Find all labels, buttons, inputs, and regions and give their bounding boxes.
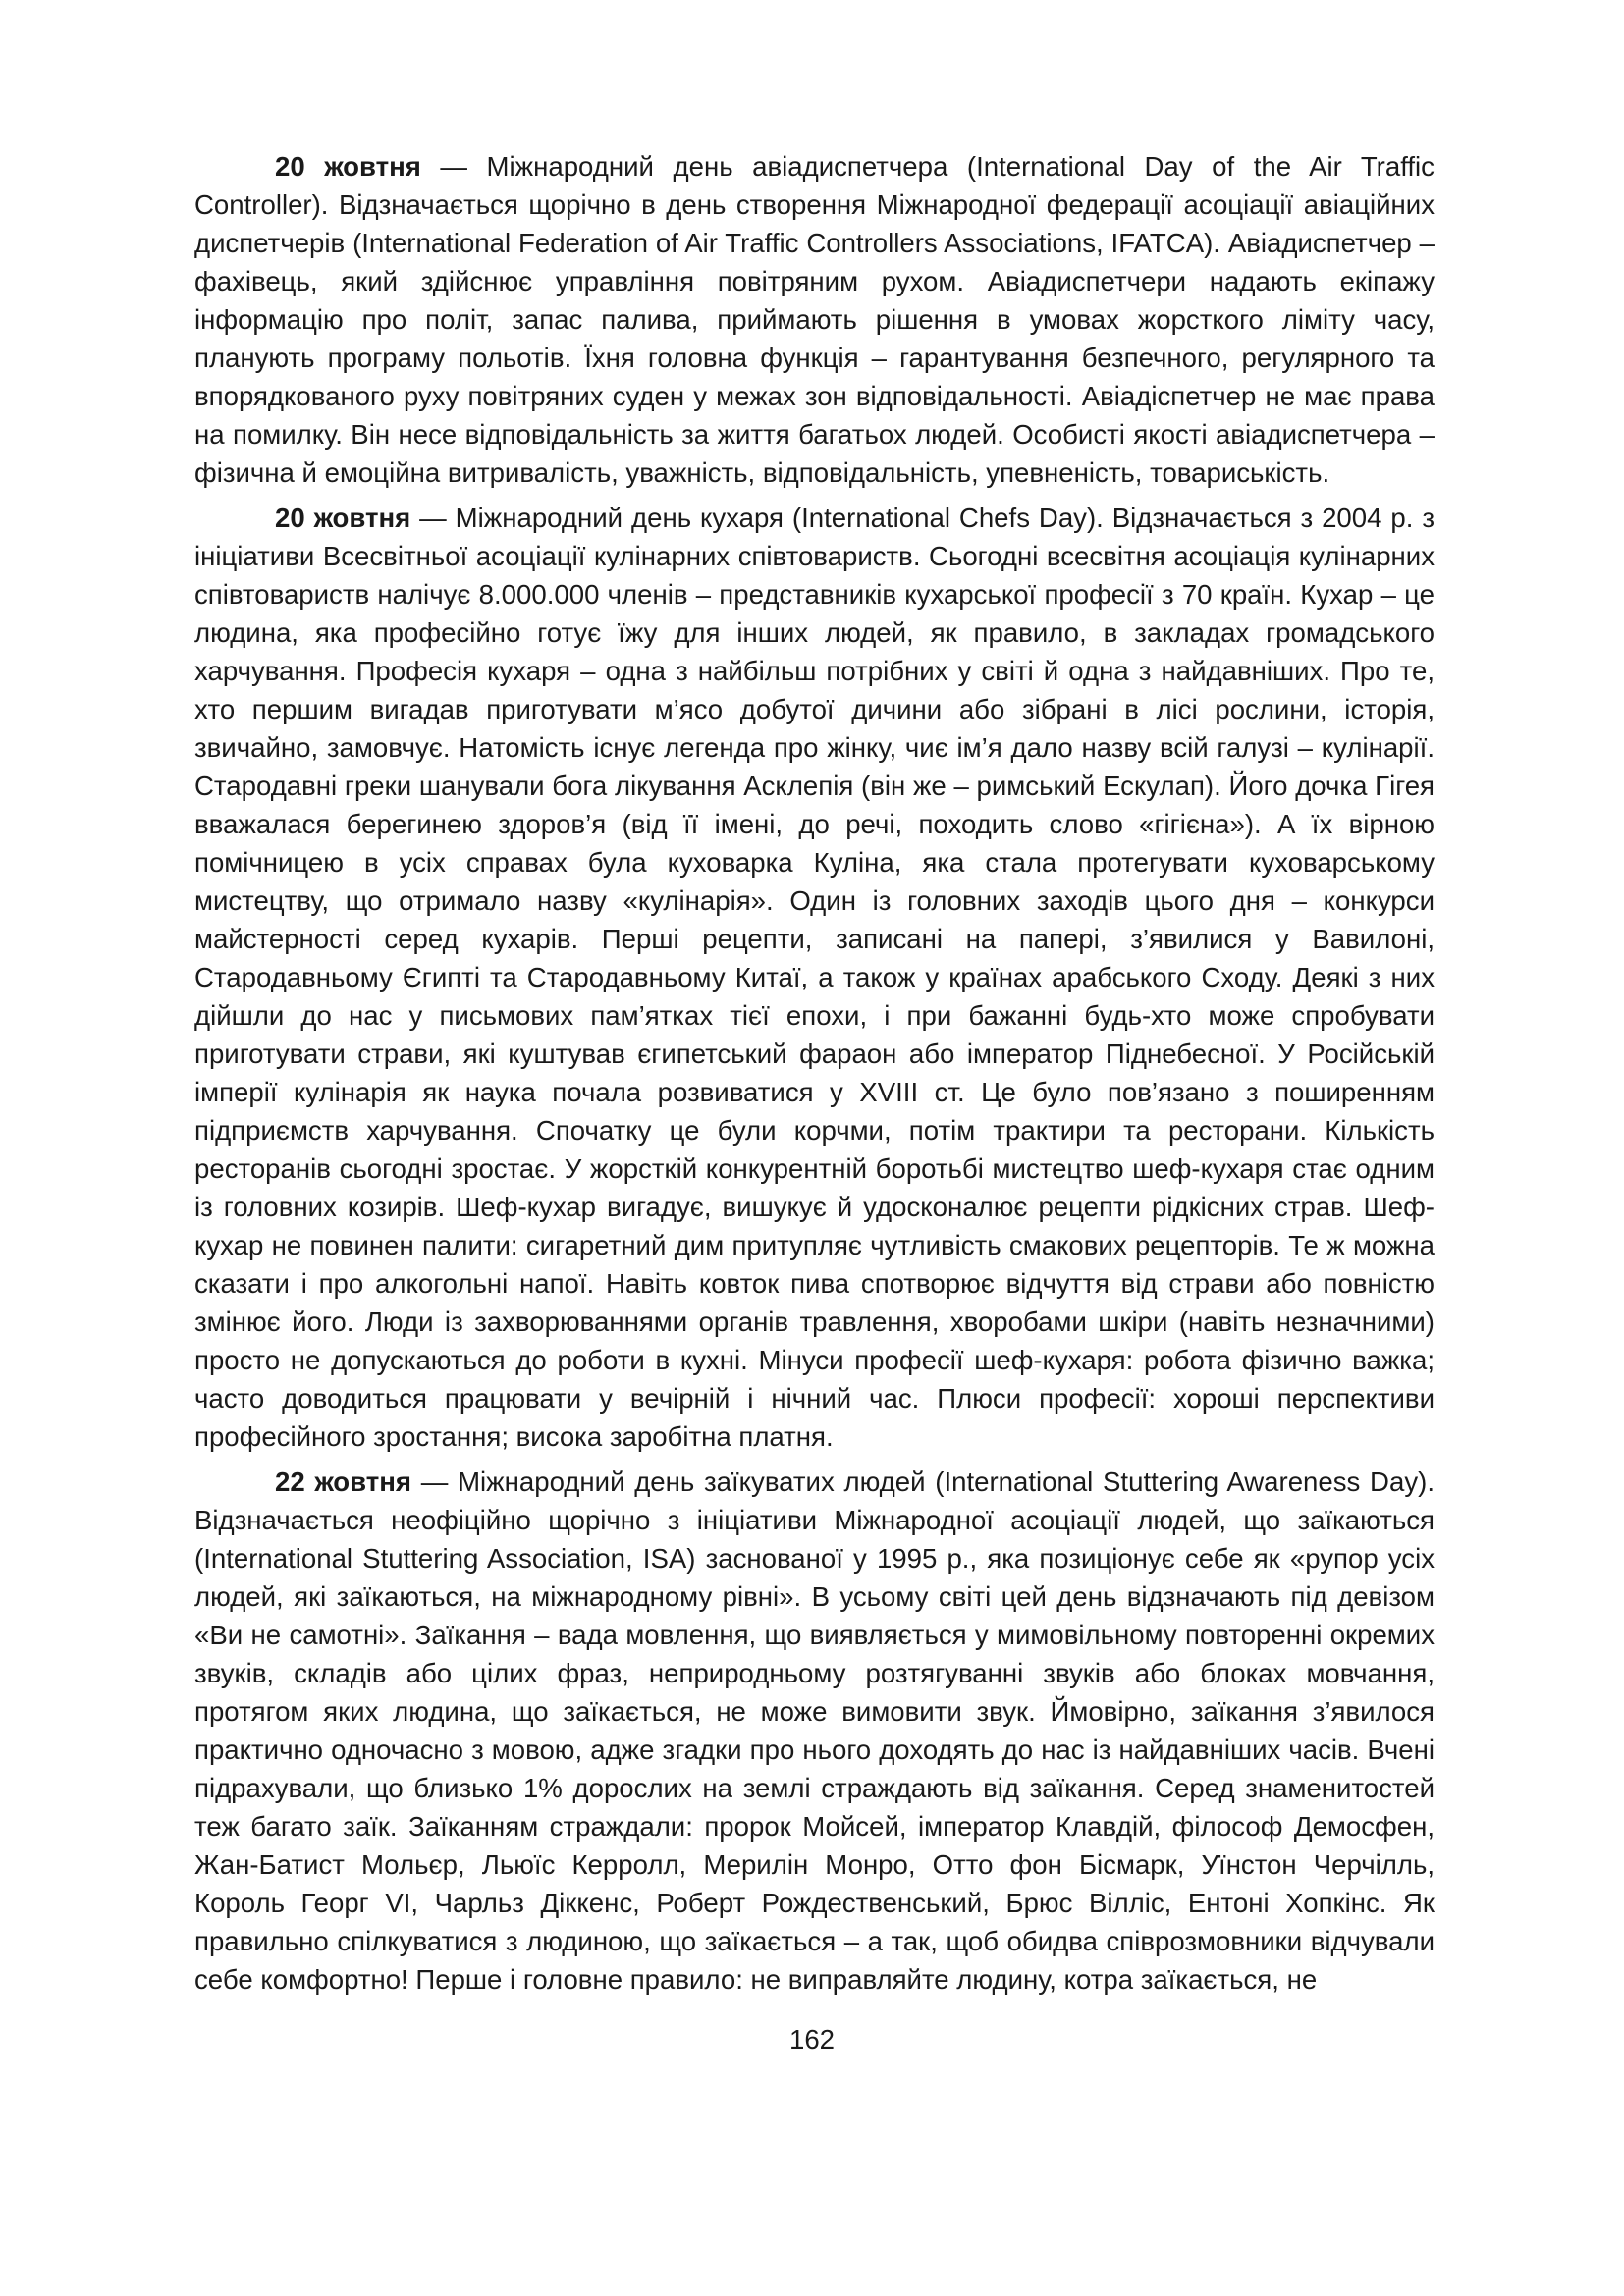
entry-chefs-day xyxy=(194,499,1435,1456)
entry-date: 20 жовтня xyxy=(275,151,421,182)
entry-stuttering-awareness-day xyxy=(194,1463,1435,1999)
entry-air-traffic-controller-day xyxy=(194,147,1435,492)
page-number: 162 xyxy=(788,2024,836,2055)
entry-date: 22 жовтня xyxy=(275,1467,412,1497)
entry-text: — Міжнародний день авіадиспетчера (International Day of the Air Traffic Controller). Відзначається щорічно в день створення Міжнародної федерації асоціації авіаційних диспетчерів (International Federation of Air Traffic Controllers Associations, IFATCA). Авіадиспетчер – фахівець, який здійснює управління повітряним рухом. Авіадиспетчери надають екіпажу інформацію про політ, запас палива, приймають рішення в умовах жорсткого ліміту часу, планують програму польотів. Їхня головна функція – гарантування безпечного, регулярного та впорядкованого руху повітряних суден у межах зон відповідальності. Авіадіспетчер не має права на помилку. Він несе відповідальність за життя багатьох людей. Особисті якості авіадиспетчера – фізична й емоційна витривалість, уважність, відповідальність, упевненість, товариськість. xyxy=(194,151,1435,488)
entry-text: — Міжнародний день заїкуватих людей (International Stuttering Awareness Day). Відзначається неофіційно щорічно з ініціативи Міжнародної асоціації людей, що заїкаються (International Stuttering Association, ISA) заснованої у 1995 р., яка позиціонує себе як «рупор усіх людей, які заїкаються, на міжнародному рівні». В усьому світі цей день відзначають під девізом «Ви не самотні». Заїкання – вада мовлення, що виявляється у мимовільному повторенні окремих звуків, складів або цілих фраз, неприродньому розтягуванні звуків або блоках мовчання, протягом яких людина, що заїкається, не може вимовити звук. Ймовірно, заїкання з’явилося практично одночасно з мовою, адже згадки про нього доходять до нас із найдавніших часів. Вчені підрахували, що близько 1% дорослих на землі страждають від заїкання. Серед знаменитостей теж багато заїк. Заїканням страждали: пророк Мойсей, імператор Клавдій, філософ Демосфен, Жан-Батист Мольєр, Льюїс Керролл, Мерилін Монро, Отто фон Бісмарк, Уїнстон Черчілль, Король Георг VI, Чарльз Діккенс, Роберт Рождественський, Брюс Вілліс, Ентоні Хопкінс. Як правильно спілкуватися з людиною, що заїкається – а так, щоб обидва співрозмовники відчували себе комфортно! Перше і головне правило: не виправляйте людину, котра заїкається, не xyxy=(194,1467,1435,1995)
entry-date: 20 жовтня xyxy=(275,503,411,533)
entry-text: — Міжнародний день кухаря (International Chefs Day). Відзначається з 2004 р. з ініціативи Всесвітньої асоціації кулінарних співтовариств. Сьогодні всесвітня асоціація кулінарних співтовариств налічує 8.000.000 членів – представників кухарської професії з 70 країн. Кухар – це людина, яка професійно готує їжу для інших людей, як правило, в закладах громадського харчування. Професія кухаря – одна з найбільш потрібних у світі й одна з найдавніших. Про те, хто першим вигадав приготувати м’ясо добутої дичини або зібрані в лісі рослини, історія, звичайно, замовчує. Натомість існує легенда про жінку, чиє ім’я дало назву всій галузі – кулінарії. Стародавні греки шанували бога лікування Асклепія (він же – римський Ескулап). Його дочка Гігея вважалася берегинею здоров’я (від її імені, до речі, походить слово «гігієна»). А їх вірною помічницею в усіх справах була куховарка Куліна, яка стала протегувати куховарському мистецтву, що отримало назву «кулінарія». Один із головних заходів цього дня – конкурси майстерності серед кухарів. Перші рецепти, записані на папері, з’явилися у Вавилоні, Стародавньому Єгипті та Стародавньому Китаї, а також у країнах арабського Сходу. Деякі з них дійшли до нас у письмових пам’ятках тієї епохи, і при бажанні будь-хто може спробувати приготувати страви, які куштував єгипетський фараон або імператор Піднебесної. У Російській імперії кулінарія як наука почала розвиватися у XVIII ст. Це було пов’язано з поширенням підприємств харчування. Спочатку це були корчми, потім трактири та ресторани. Кількість ресторанів сьогодні зростає. У жорсткій конкурентній боротьбі мистецтво шеф-кухаря стає одним із головних козирів. Шеф-кухар вигадує, вишукує й удосконалює рецепти рідкісних страв. Шеф-кухар не повинен палити: сигаретний дим притупляє чутливість смакових рецепторів. Те ж можна сказати і про алкогольні напої. Навіть ковток пива спотворює відчуття від страви або повністю змінює його. Люди із захворюваннями органів травлення, хворобами шкіри (навіть незначними) просто не допускаються до роботи в кухні. Мінуси професії шеф-кухаря: робота фізично важка; часто доводиться працювати у вечірній і нічний час. Плюси професії: хороші перспективи професійного зростання; висока заробітна платня. xyxy=(194,503,1435,1452)
document-body xyxy=(194,147,1435,2005)
